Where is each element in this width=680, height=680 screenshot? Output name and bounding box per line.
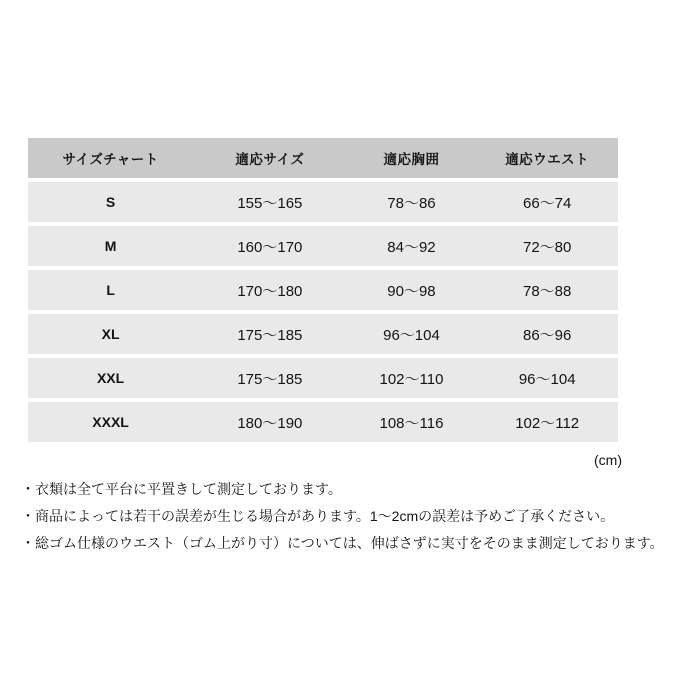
note-flat-measurement: ・衣類は全て平台に平置きして測定しております。: [21, 481, 342, 497]
col-header-size-chart: サイズチャート: [28, 138, 193, 178]
table-row-s: [28, 182, 618, 222]
table-row-xxl: [28, 358, 618, 398]
size-chart-table: [28, 134, 618, 446]
table-row-xxxl: [28, 402, 618, 442]
size-label: XXL: [28, 358, 193, 398]
note-tolerance: ・商品によっては若干の誤差が生じる場合があります。1〜2cmの誤差は予めご了承ください。: [21, 508, 615, 524]
fit-height-value: 170〜180: [193, 270, 346, 310]
size-label: XXXL: [28, 402, 193, 442]
table-header-row: [28, 138, 618, 178]
fit-waist-value: 86〜96: [476, 314, 618, 354]
fit-height-value: 175〜185: [193, 358, 346, 398]
fit-waist-value: 96〜104: [476, 358, 618, 398]
table-row-l: [28, 270, 618, 310]
fit-waist-value: 78〜88: [476, 270, 618, 310]
fit-waist-value: 72〜80: [476, 226, 618, 266]
unit-label-cm: (cm): [594, 452, 622, 468]
fit-chest-value: 90〜98: [347, 270, 477, 310]
table-row-xl: [28, 314, 618, 354]
fit-height-value: 160〜170: [193, 226, 346, 266]
fit-chest-value: 78〜86: [347, 182, 477, 222]
table-row-m: [28, 226, 618, 266]
note-elastic-waist: ・総ゴム仕様のウエスト（ゴム上がり寸）については、伸ばさずに実寸をそのまま測定しております。: [21, 535, 664, 551]
fit-waist-value: 102〜112: [476, 402, 618, 442]
col-header-fit-chest: 適応胸囲: [347, 138, 477, 178]
fit-height-value: 175〜185: [193, 314, 346, 354]
size-label: XL: [28, 314, 193, 354]
col-header-fit-height: 適応サイズ: [193, 138, 346, 178]
size-label: S: [28, 182, 193, 222]
fit-height-value: 155〜165: [193, 182, 346, 222]
fit-waist-value: 66〜74: [476, 182, 618, 222]
fit-chest-value: 108〜116: [347, 402, 477, 442]
measurement-notes: [21, 476, 671, 557]
size-label: M: [28, 226, 193, 266]
fit-chest-value: 102〜110: [347, 358, 477, 398]
col-header-fit-waist: 適応ウエスト: [476, 138, 618, 178]
size-label: L: [28, 270, 193, 310]
fit-chest-value: 96〜104: [347, 314, 477, 354]
fit-chest-value: 84〜92: [347, 226, 477, 266]
fit-height-value: 180〜190: [193, 402, 346, 442]
